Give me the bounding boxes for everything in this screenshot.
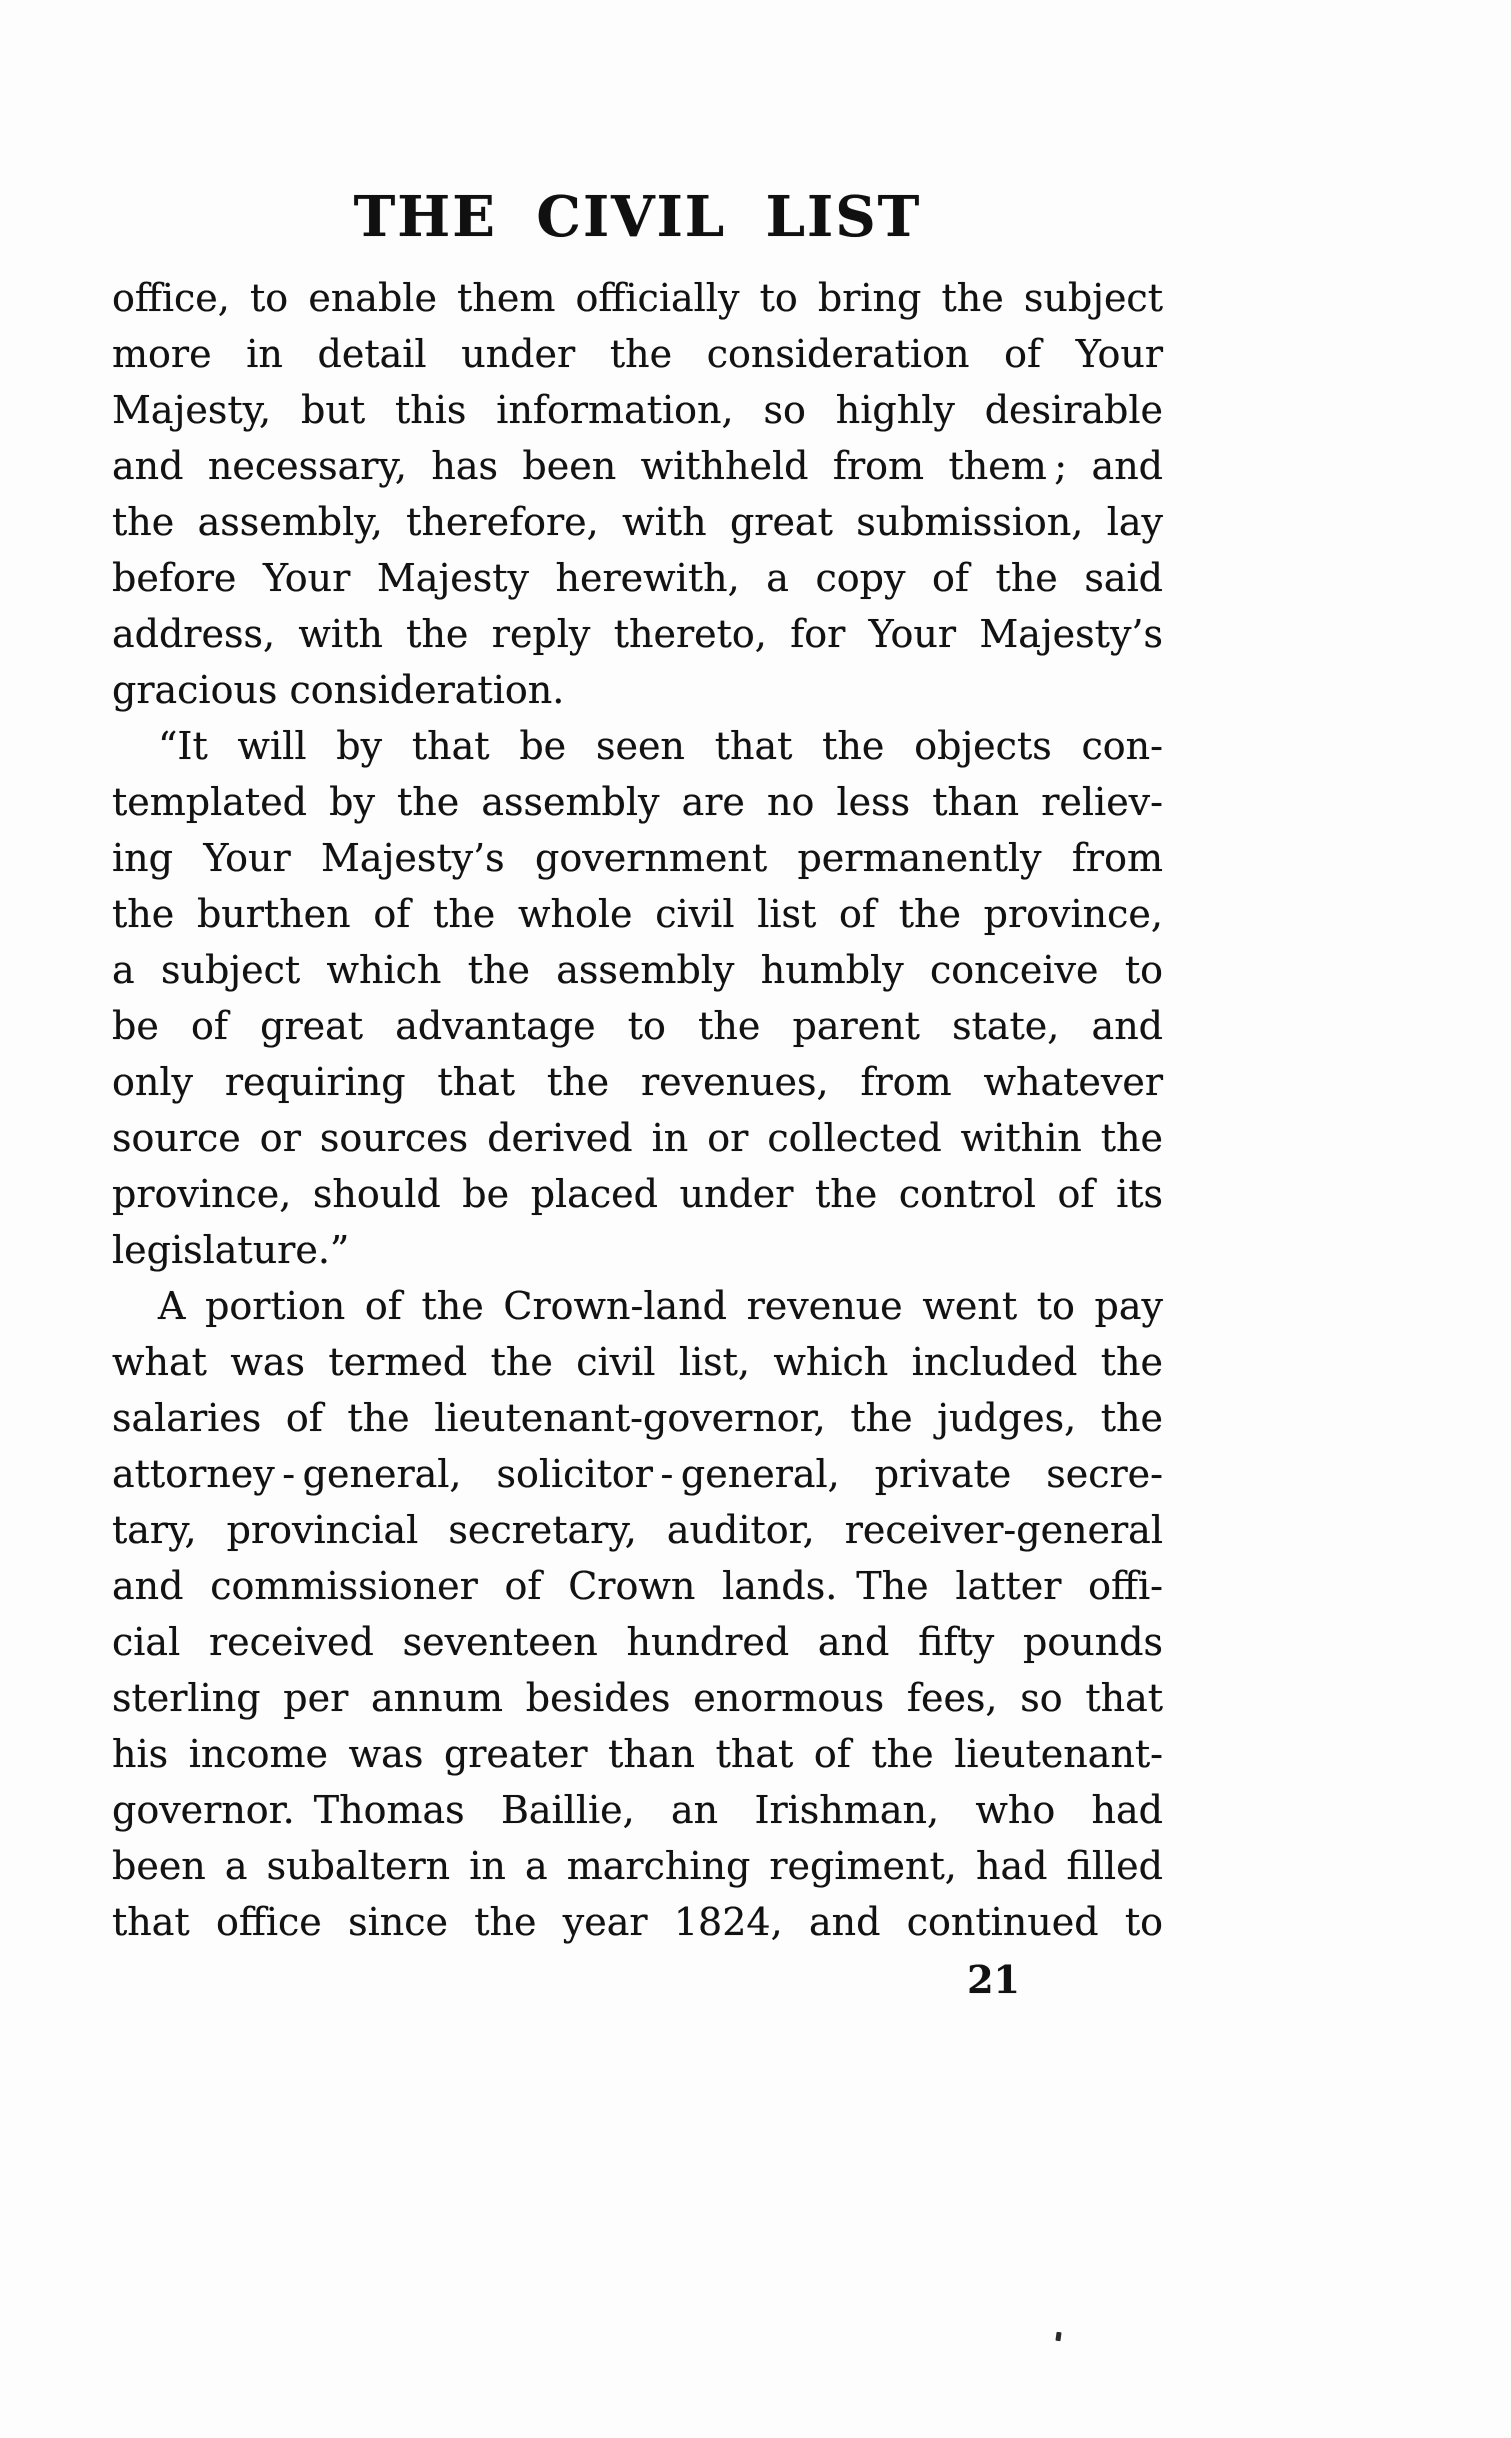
body-line-05: the assembly, therefore, with great submission, lay <box>112 500 1163 544</box>
body-line-21: salaries of the lieutenant-governor, the judges, the <box>112 1396 1163 1440</box>
body-line-23: tary, provincial secretary, auditor, receiver-general <box>112 1508 1163 1552</box>
page-number: 21 <box>967 1957 1020 2002</box>
body-line-22: attorney - general, solicitor - general, private secre- <box>112 1452 1163 1496</box>
ink-speck-artifact <box>1055 2332 1061 2342</box>
body-line-08: gracious consideration. <box>112 668 565 712</box>
body-line-11: ing Your Majesty’s government permanently from <box>112 836 1163 880</box>
body-line-30: that office since the year 1824, and continued to <box>112 1900 1163 1944</box>
body-line-10: templated by the assembly are no less than reliev- <box>112 780 1163 824</box>
body-line-07: address, with the reply thereto, for Your Majesty’s <box>112 612 1163 656</box>
text-block <box>112 270 1163 1950</box>
body-line-09: “It will by that be seen that the objects con- <box>158 724 1163 768</box>
body-line-16: source or sources derived in or collected within the <box>112 1116 1163 1160</box>
page-title: THE CIVIL LIST <box>353 184 922 250</box>
body-line-14: be of great advantage to the parent state, and <box>112 1004 1163 1048</box>
body-line-20: what was termed the civil list, which included the <box>112 1340 1163 1384</box>
body-line-03: Majesty, but this information, so highly desirable <box>112 388 1163 432</box>
body-line-15: only requiring that the revenues, from whatever <box>112 1060 1163 1104</box>
body-line-12: the burthen of the whole civil list of the province, <box>112 892 1163 936</box>
body-line-28: governor. Thomas Baillie, an Irishman, who had <box>112 1788 1163 1832</box>
body-line-26: sterling per annum besides enormous fees, so that <box>112 1676 1163 1720</box>
body-line-27: his income was greater than that of the lieutenant- <box>112 1732 1163 1776</box>
body-line-17: province, should be placed under the control of its <box>112 1172 1163 1216</box>
body-line-04: and necessary, has been withheld from them ; and <box>112 444 1163 488</box>
body-line-13: a subject which the assembly humbly conceive to <box>112 948 1163 992</box>
body-line-01: office, to enable them officially to bring the subject <box>112 276 1163 320</box>
body-line-24: and commissioner of Crown lands. The latter offi- <box>112 1564 1163 1608</box>
body-line-18: legislature.” <box>112 1228 350 1272</box>
body-line-25: cial received seventeen hundred and fifty pounds <box>112 1620 1163 1664</box>
body-line-19: A portion of the Crown-land revenue went to pay <box>158 1284 1163 1328</box>
body-line-02: more in detail under the consideration of Your <box>112 332 1163 376</box>
body-line-29: been a subaltern in a marching regiment, had filled <box>112 1844 1163 1888</box>
body-line-06: before Your Majesty herewith, a copy of the said <box>112 556 1163 600</box>
